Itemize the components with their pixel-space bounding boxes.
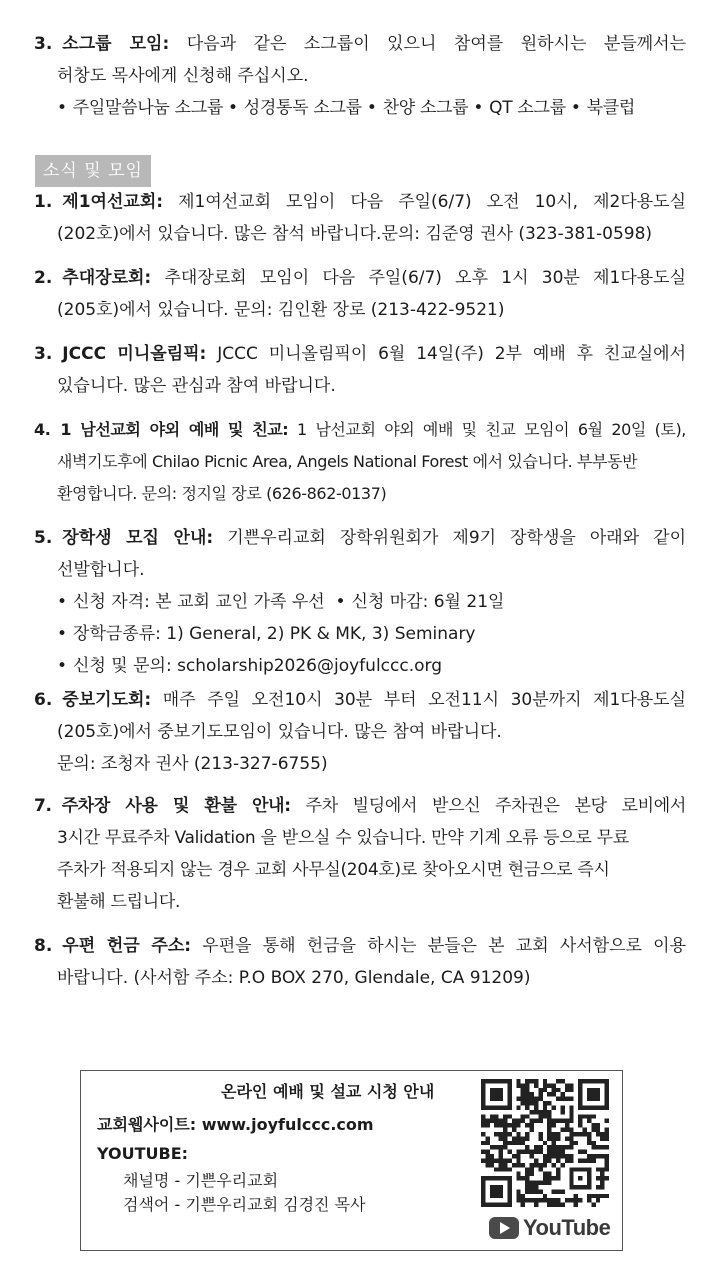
scholarship-bullet: • 장학금종류: 1) General, 2) PK & MK, 3) Seminary — [57, 624, 476, 644]
section-heading-news: 소식 및 모임 — [35, 155, 151, 187]
notice-1: 1. 제1여선교회: 제1여선교회 모임이 다음 주일(6/7) 오전 10시, 제2다용도실 (202호)에서 있습니다. 많은 참석 바랍니다.문의: 김준영 권사 (323-381-0598) — [34, 192, 686, 244]
notice-6: 6. 중보기도회: 매주 주일 오전10시 30분 부터 오전11시 30분까지 제1다용도실 (205호)에서 중보기도모임이 있습니다. 많은 참여 바랍니다. 문의: 조청자 권사 (213-327-6755) — [34, 690, 686, 774]
youtube-label: YOUTUBE: — [97, 1144, 189, 1163]
scholarship-bullet: • 신청 및 문의: scholarship2026@joyfulccc.org — [57, 656, 442, 676]
notice-title: 1 남선교회 야외 예배 및 친교: — [60, 420, 289, 439]
notice-title: 소그룹 모임: — [62, 34, 170, 54]
notice-2: 2. 추대장로회: 추대장로회 모임이 다음 주일(6/7) 오후 1시 30분 제1다용도실 (205호)에서 있습니다. 문의: 김인환 장로 (213-422-9521) — [34, 268, 686, 320]
website-line: 교회웹사이트: www.joyfulccc.com — [97, 1115, 374, 1134]
small-group-list: • 주일말씀나눔 소그룹 • 성경통독 소그룹 • 찬양 소그룹 • QT 소그룹 • 북클럽 — [57, 98, 636, 118]
notice-title: 주차장 사용 및 환불 안내: — [61, 796, 291, 816]
notice-title: 장학생 모집 안내: — [62, 528, 214, 548]
youtube-search: 검색어 - 기쁜우리교회 김경진 목사 — [123, 1195, 366, 1214]
youtube-play-icon — [489, 1217, 519, 1239]
notice-7: 7. 주차장 사용 및 환불 안내: 주차 빌딩에서 받으신 주차권은 본당 로비에서 3시간 무료주차 Validation 을 받으실 수 있습니다. 만약 기계 오류 등으로 무료 주차가 적용되지 않는 경우 교회 사무실(204호)로 찾아오시면 현금으로 즉시 환불해 드립니다. — [34, 796, 686, 912]
notice-title: 우편 헌금 주소: — [62, 936, 192, 956]
notice-3: 3. JCCC 미니올림픽: JCCC 미니올림픽이 6월 14일(주) 2부 예배 후 친교실에서 있습니다. 많은 관심과 참여 바랍니다. — [34, 344, 686, 396]
scholarship-bullet: • 신청 자격: 본 교회 교인 가족 우선 • 신청 마감: 6월 21일 — [57, 592, 505, 612]
notice-title: JCCC 미니올림픽: — [62, 344, 207, 364]
notice-title: 중보기도회: — [62, 690, 152, 710]
online-worship-box — [80, 1070, 623, 1251]
notice-8: 8. 우편 헌금 주소: 우편을 통해 헌금을 하시는 분들은 본 교회 사서함으로 이용 바랍니다. (사서함 주소: P.O BOX 270, Glendale, CA 91209) — [34, 936, 686, 988]
website-link[interactable]: www.joyfulccc.com — [201, 1115, 374, 1134]
online-box-title: 온라인 예배 및 설교 시청 안내 — [221, 1082, 435, 1101]
notice-title: 추대장로회: — [62, 268, 152, 288]
notice-small-group — [34, 28, 686, 124]
notice-title: 제1여선교회: — [62, 192, 164, 212]
notice-4: 4. 1 남선교회 야외 예배 및 친교: 1 남선교회 야외 예배 및 친교 모임이 6월 20일 (토), 새벽기도후에 Chilao Picnic Area, Angels National Forest 에서 있습니다. 부부동반 환영합니다. 문의: 정지일 장로 (626-862-0137) — [34, 420, 686, 503]
qr-code-icon[interactable] — [481, 1079, 609, 1207]
notice-line: 3. 소그룹 모임: 다음과 같은 소그룹이 있으니 참여를 원하시는 분들께서는 — [34, 34, 686, 54]
notice-5: 5. 장학생 모집 안내: 기쁜우리교회 장학위원회가 제9기 장학생을 아래와 같이 선발합니다. • 신청 자격: 본 교회 교인 가족 우선 • 신청 마감: 6월 21일 • 장학금종류: 1) General, 2) PK & MK, 3) Seminary • 신청 및 문의: scholarship2026@joyfulccc.org — [34, 522, 686, 682]
notice-line: 허창도 목사에게 신청해 주십시오. — [57, 66, 309, 86]
youtube-channel: 채널명 - 기쁜우리교회 — [123, 1171, 279, 1190]
youtube-logo: YouTube — [489, 1214, 610, 1242]
